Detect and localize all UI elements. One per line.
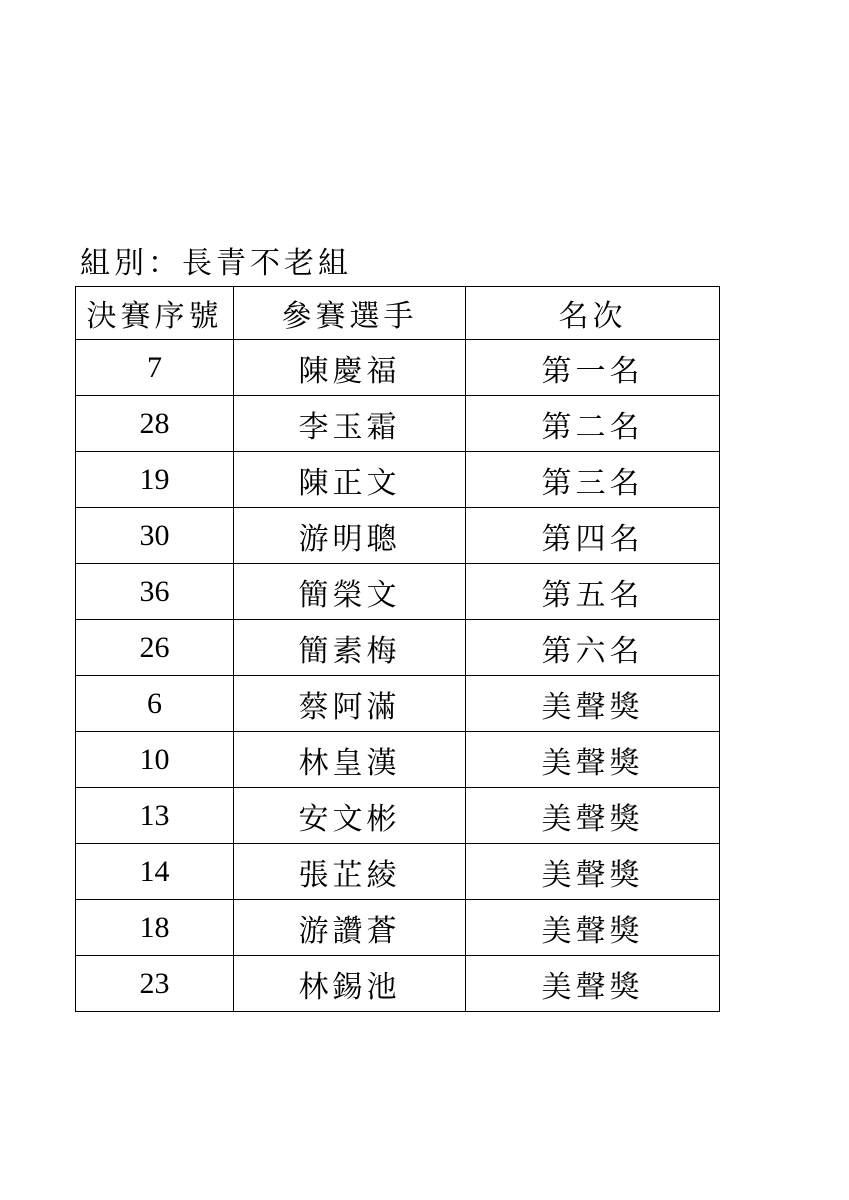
final-number-cell: 19 [76,452,234,508]
rank-cell: 美聲獎 [466,732,720,788]
contestant-cell: 張芷綾 [234,844,466,900]
table-row [76,900,720,956]
table-row [76,340,720,396]
table-row [76,620,720,676]
contestant-cell: 蔡阿滿 [234,676,466,732]
table-row [76,844,720,900]
table-row [76,452,720,508]
rank-cell: 第六名 [466,620,720,676]
table-row [76,732,720,788]
contestant-cell: 李玉霜 [234,396,466,452]
final-number-cell: 23 [76,956,234,1012]
contestant-cell: 陳正文 [234,452,466,508]
final-number-cell: 26 [76,620,234,676]
final-number-cell: 18 [76,900,234,956]
table-row [76,956,720,1012]
final-number-cell: 6 [76,676,234,732]
contestant-cell: 游明聰 [234,508,466,564]
table-row [76,508,720,564]
table-row [76,676,720,732]
final-number-cell: 36 [76,564,234,620]
contestant-cell: 簡素梅 [234,620,466,676]
rank-cell: 第二名 [466,396,720,452]
rank-cell: 美聲獎 [466,676,720,732]
final-number-cell: 28 [76,396,234,452]
contestant-cell: 林錫池 [234,956,466,1012]
header-contestant: 參賽選手 [234,287,466,340]
table-row [76,788,720,844]
rank-cell: 美聲獎 [466,956,720,1012]
contestant-cell: 簡榮文 [234,564,466,620]
rank-cell: 第五名 [466,564,720,620]
results-table [75,286,720,1012]
final-number-cell: 13 [76,788,234,844]
final-number-cell: 30 [76,508,234,564]
rank-cell: 第三名 [466,452,720,508]
rank-cell: 美聲獎 [466,788,720,844]
contestant-cell: 安文彬 [234,788,466,844]
final-number-cell: 14 [76,844,234,900]
rank-cell: 美聲獎 [466,900,720,956]
group-label: 組別：長青不老組 [80,246,352,281]
rank-cell: 美聲獎 [466,844,720,900]
table-row [76,396,720,452]
contestant-cell: 游讚蒼 [234,900,466,956]
table-row [76,564,720,620]
final-number-cell: 7 [76,340,234,396]
header-final-number: 決賽序號 [76,287,234,340]
rank-cell: 第一名 [466,340,720,396]
rank-cell: 第四名 [466,508,720,564]
table-header-row [76,287,720,340]
header-rank: 名次 [466,287,720,340]
final-number-cell: 10 [76,732,234,788]
contestant-cell: 陳慶福 [234,340,466,396]
contestant-cell: 林皇漢 [234,732,466,788]
